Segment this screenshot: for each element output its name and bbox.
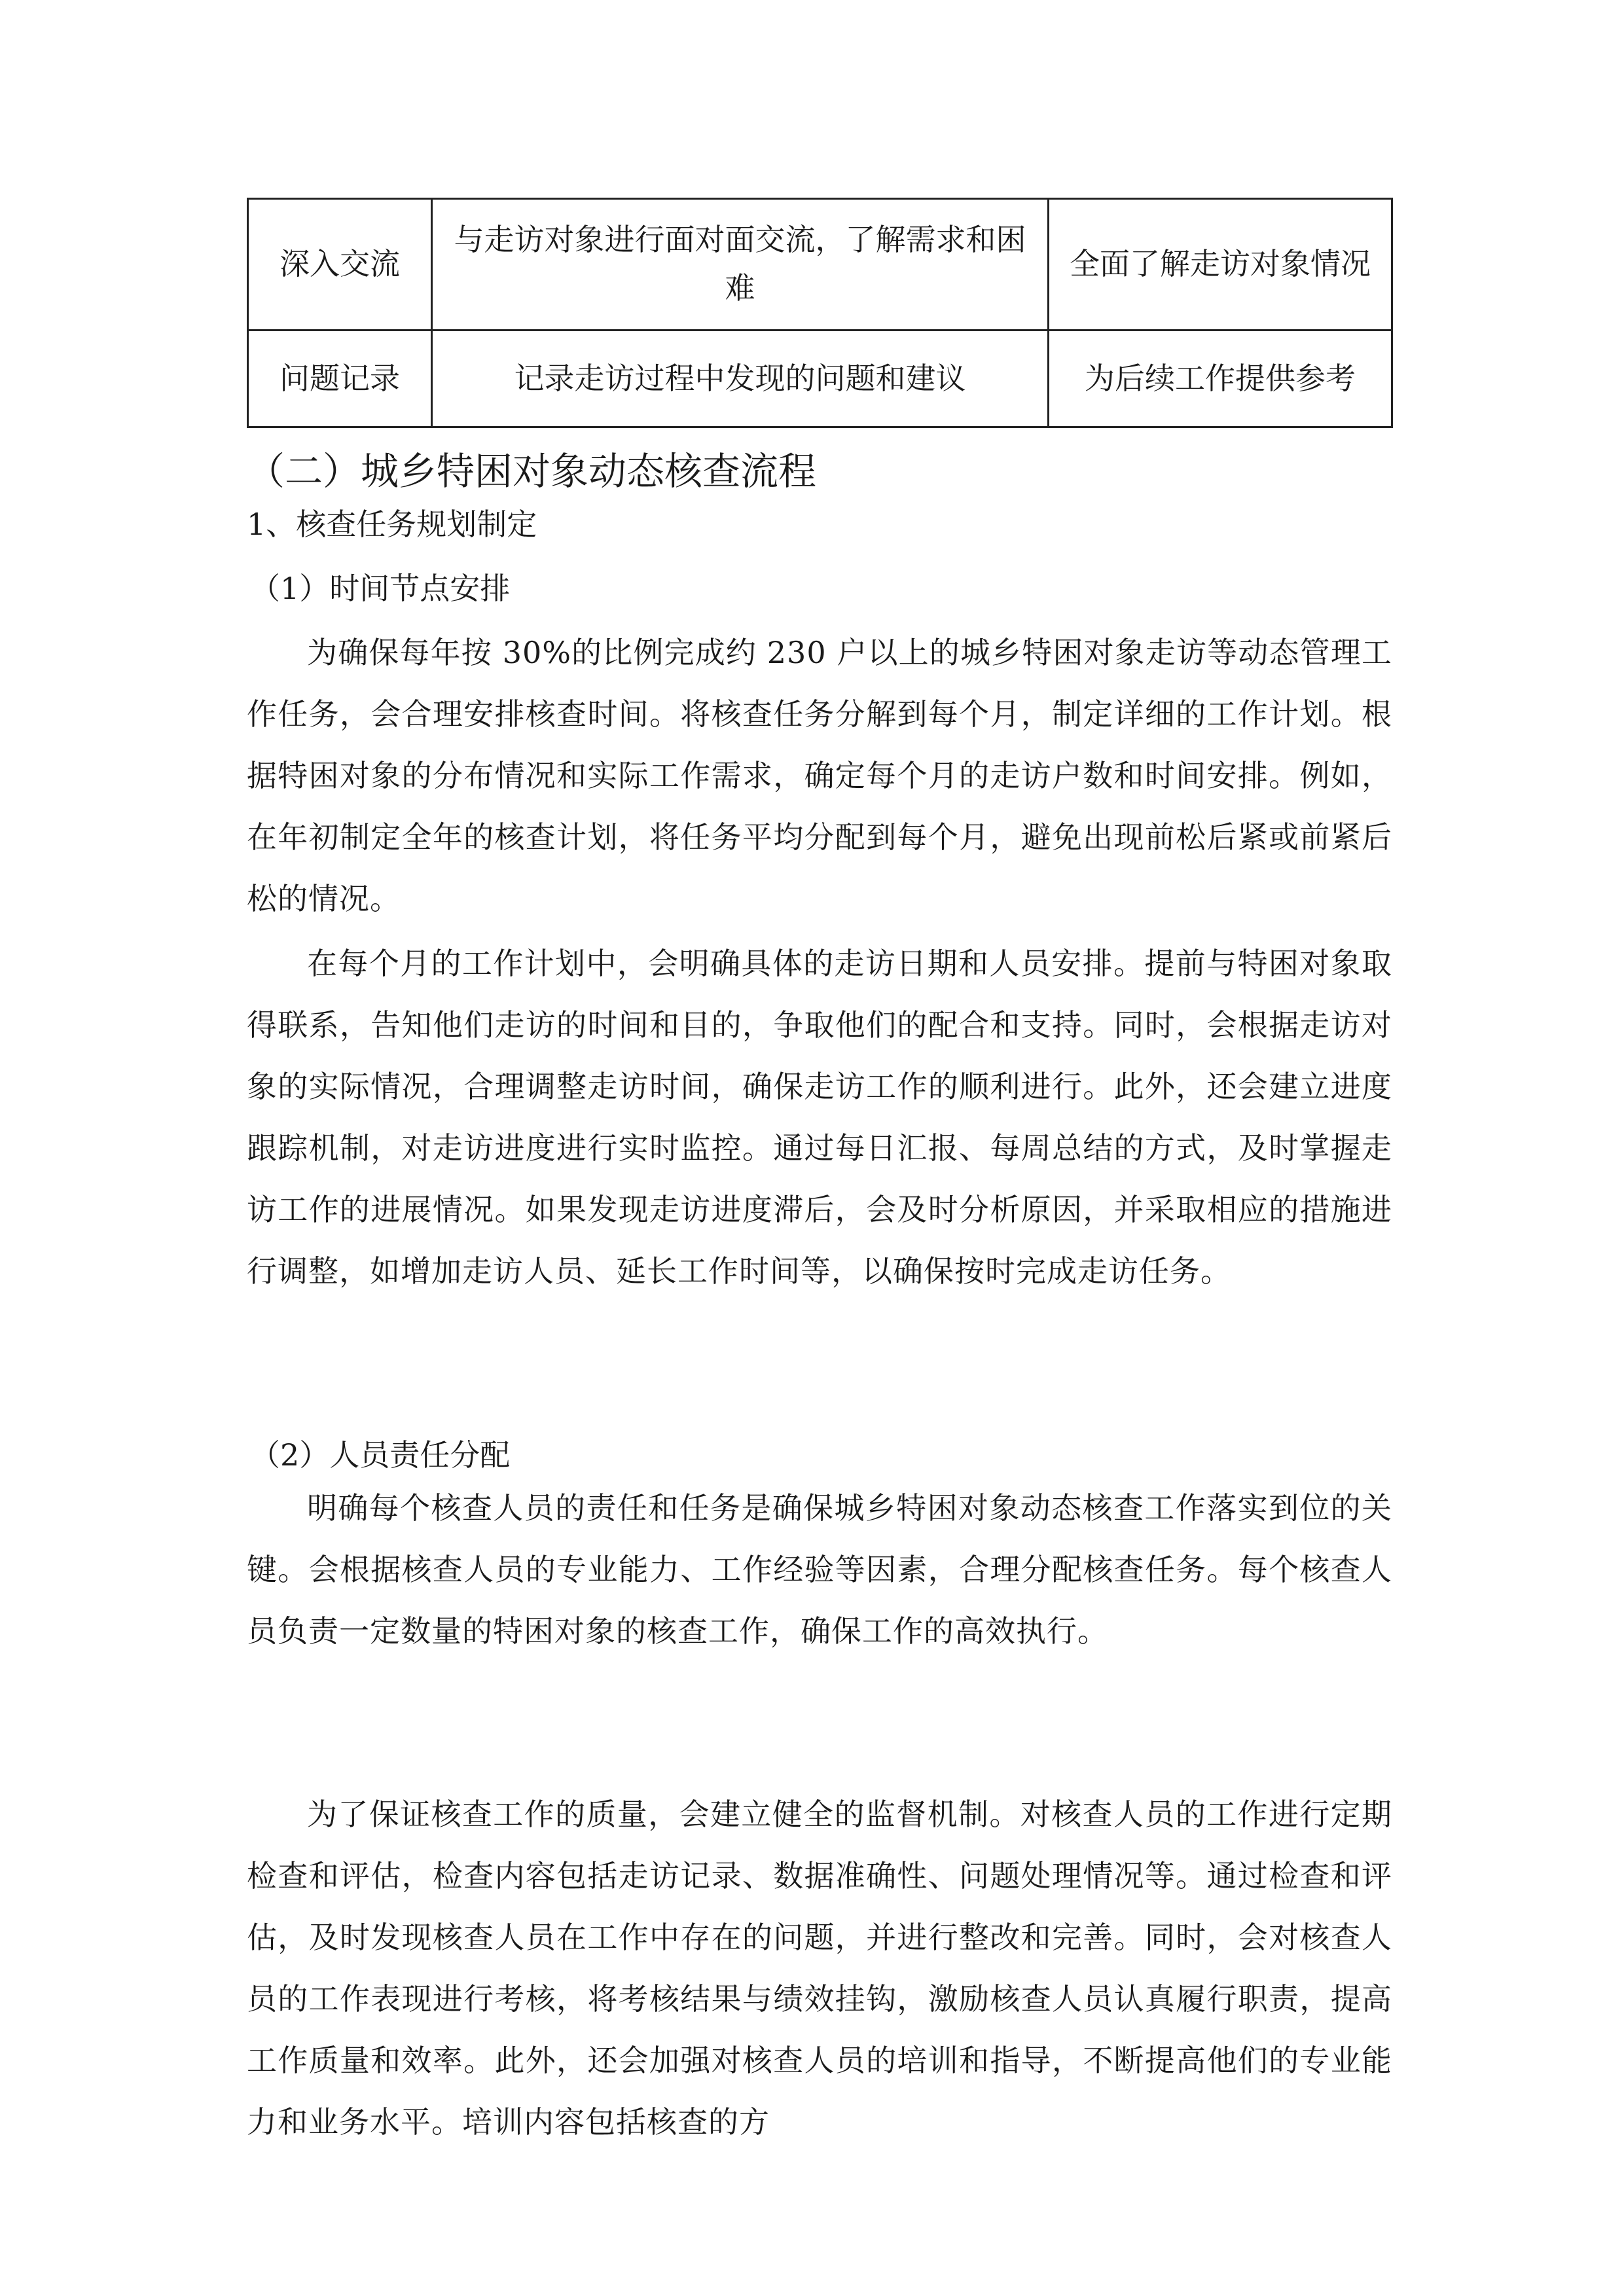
subsection-heading: 1、核查任务规划制定 xyxy=(247,507,537,542)
table-cell-item: 问题记录 xyxy=(248,331,432,427)
section-heading: （二）城乡特困对象动态核查流程 xyxy=(247,449,817,493)
part-heading-time-schedule: （1）时间节点安排 xyxy=(250,571,511,606)
table-cell-content: 与走访对象进行面对面交流，了解需求和困难 xyxy=(432,199,1049,331)
paragraph: 明确每个核查人员的责任和任务是确保城乡特困对象动态核查工作落实到位的关键。会根据核查人员的专业能力、工作经验等因素，合理分配核查任务。每个核查人员负责一定数量的特困对象的核查工作，确保工作的高效执行。 xyxy=(247,1490,1392,1649)
table-cell-content: 记录走访过程中发现的问题和建议 xyxy=(432,331,1049,427)
table-cell-goal: 为后续工作提供参考 xyxy=(1049,331,1392,427)
table-row xyxy=(248,331,1392,427)
paragraph: 为了保证核查工作的质量，会建立健全的监督机制。对核查人员的工作进行定期检查和评估，检查内容包括走访记录、数据准确性、问题处理情况等。通过检查和评估，及时发现核查人员在工作中存在的问题，并进行整改和完善。同时，会对核查人员的工作表现进行考核，将考核结果与绩效挂钩，激励核查人员认真履行职责，提高工作质量和效率。此外，还会加强对核查人员的培训和指导，不断提高他们的专业能力和业务水平。培训内容包括核查的方 xyxy=(247,1797,1392,2140)
paragraph: 为确保每年按 30%的比例完成约 230 户以上的城乡特困对象走访等动态管理工作任务，会合理安排核查时间。将核查任务分解到每个月，制定详细的工作计划。根据特困对象的分布情况和实际工作需求，确定每个月的走访户数和时间安排。例如，在年初制定全年的核查计划，将任务平均分配到每个月，避免出现前松后紧或前紧后松的情况。 xyxy=(247,635,1392,916)
part-heading-staff-responsibility: （2）人员责任分配 xyxy=(250,1437,511,1473)
table-cell-item: 深入交流 xyxy=(248,199,432,331)
visit-steps-table xyxy=(247,198,1393,428)
table-row xyxy=(248,199,1392,331)
paragraph: 在每个月的工作计划中，会明确具体的走访日期和人员安排。提前与特困对象取得联系，告知他们走访的时间和目的，争取他们的配合和支持。同时，会根据走访对象的实际情况，合理调整走访时间，确保走访工作的顺利进行。此外，还会建立进度跟踪机制，对走访进度进行实时监控。通过每日汇报、每周总结的方式，及时掌握走访工作的进展情况。如果发现走访进度滞后，会及时分析原因，并采取相应的措施进行调整，如增加走访人员、延长工作时间等，以确保按时完成走访任务。 xyxy=(247,946,1392,1289)
table-cell-goal: 全面了解走访对象情况 xyxy=(1049,199,1392,331)
